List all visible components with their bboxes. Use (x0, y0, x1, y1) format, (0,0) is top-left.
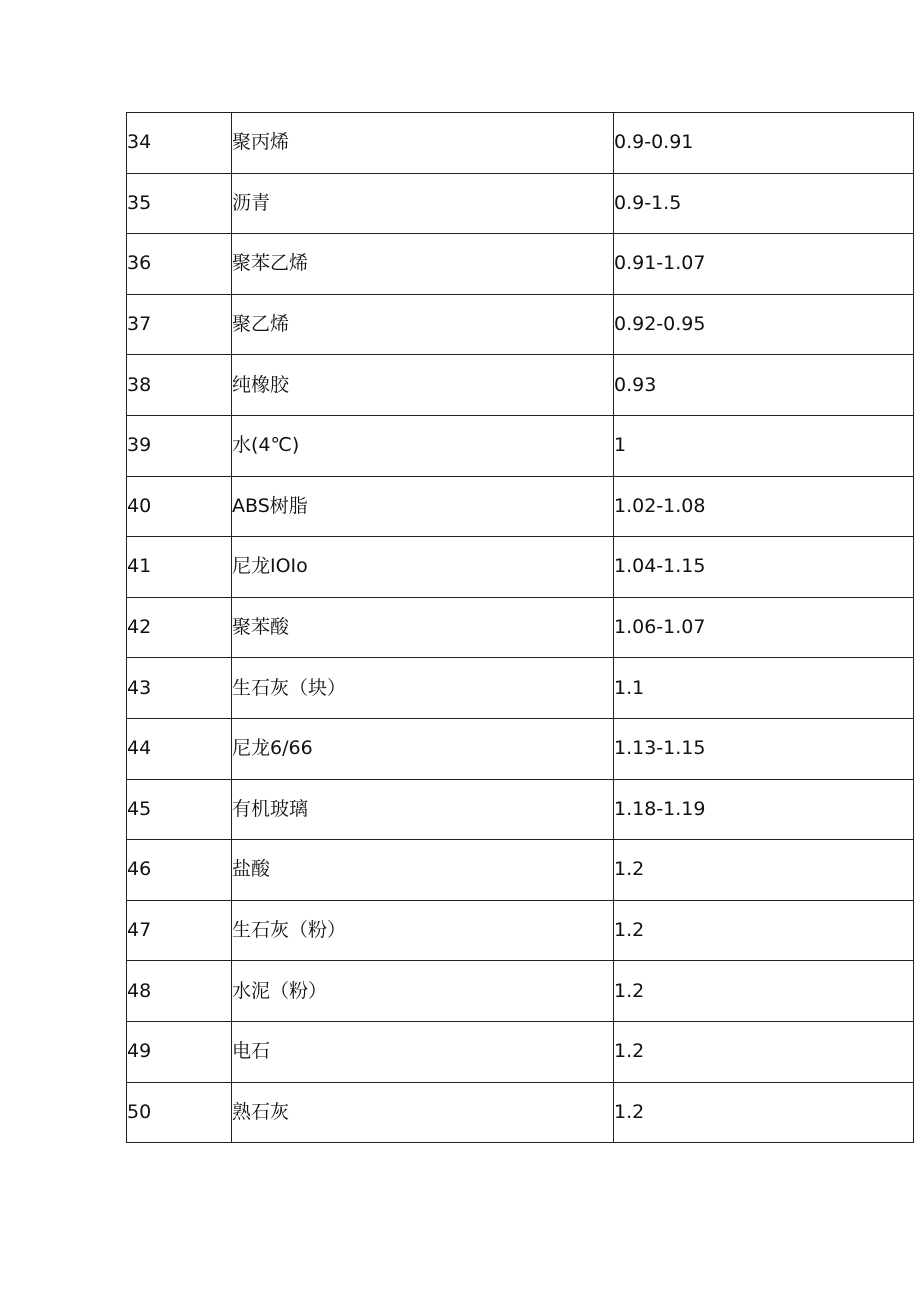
material-name: 水(4℃) (232, 415, 614, 476)
table-row (127, 537, 914, 598)
table-row (127, 173, 914, 234)
material-name: 纯橡胶 (232, 355, 614, 416)
table-row (127, 1021, 914, 1082)
row-number: 50 (127, 1082, 232, 1143)
table-row (127, 294, 914, 355)
material-name: 尼龙IOIo (232, 537, 614, 598)
row-number: 44 (127, 718, 232, 779)
density-value: 1.06-1.07 (614, 597, 914, 658)
density-value: 1.04-1.15 (614, 537, 914, 598)
row-number: 48 (127, 961, 232, 1022)
table-row (127, 900, 914, 961)
material-name: 尼龙6/66 (232, 718, 614, 779)
table-row (127, 476, 914, 537)
table-row (127, 597, 914, 658)
density-value: 1.13-1.15 (614, 718, 914, 779)
row-number: 46 (127, 840, 232, 901)
material-name: 聚苯乙烯 (232, 234, 614, 295)
material-name: 熟石灰 (232, 1082, 614, 1143)
table-row (127, 658, 914, 719)
density-value: 0.9-0.91 (614, 113, 914, 174)
density-value: 1.2 (614, 1082, 914, 1143)
material-name: 生石灰（粉） (232, 900, 614, 961)
material-name: ABS树脂 (232, 476, 614, 537)
material-name: 聚乙烯 (232, 294, 614, 355)
table-row (127, 961, 914, 1022)
density-value: 0.91-1.07 (614, 234, 914, 295)
row-number: 39 (127, 415, 232, 476)
row-number: 35 (127, 173, 232, 234)
density-value: 1 (614, 415, 914, 476)
table-row (127, 779, 914, 840)
density-table-body (127, 113, 914, 1143)
row-number: 45 (127, 779, 232, 840)
row-number: 36 (127, 234, 232, 295)
material-name: 电石 (232, 1021, 614, 1082)
table-row (127, 718, 914, 779)
density-value: 1.2 (614, 840, 914, 901)
table-row (127, 355, 914, 416)
table-row (127, 1082, 914, 1143)
density-value: 1.2 (614, 900, 914, 961)
table-row (127, 234, 914, 295)
material-name: 沥青 (232, 173, 614, 234)
row-number: 34 (127, 113, 232, 174)
density-value: 1.18-1.19 (614, 779, 914, 840)
row-number: 38 (127, 355, 232, 416)
density-value: 0.93 (614, 355, 914, 416)
table-row (127, 415, 914, 476)
table-row (127, 113, 914, 174)
row-number: 42 (127, 597, 232, 658)
density-value: 1.1 (614, 658, 914, 719)
material-name: 生石灰（块） (232, 658, 614, 719)
density-value: 0.9-1.5 (614, 173, 914, 234)
material-name: 盐酸 (232, 840, 614, 901)
density-value: 1.2 (614, 961, 914, 1022)
row-number: 47 (127, 900, 232, 961)
row-number: 49 (127, 1021, 232, 1082)
table-row (127, 840, 914, 901)
row-number: 41 (127, 537, 232, 598)
material-name: 聚苯酸 (232, 597, 614, 658)
row-number: 43 (127, 658, 232, 719)
density-table (126, 112, 914, 1143)
material-name: 有机玻璃 (232, 779, 614, 840)
row-number: 40 (127, 476, 232, 537)
density-value: 0.92-0.95 (614, 294, 914, 355)
row-number: 37 (127, 294, 232, 355)
density-value: 1.02-1.08 (614, 476, 914, 537)
material-name: 聚丙烯 (232, 113, 614, 174)
material-name: 水泥（粉） (232, 961, 614, 1022)
density-value: 1.2 (614, 1021, 914, 1082)
